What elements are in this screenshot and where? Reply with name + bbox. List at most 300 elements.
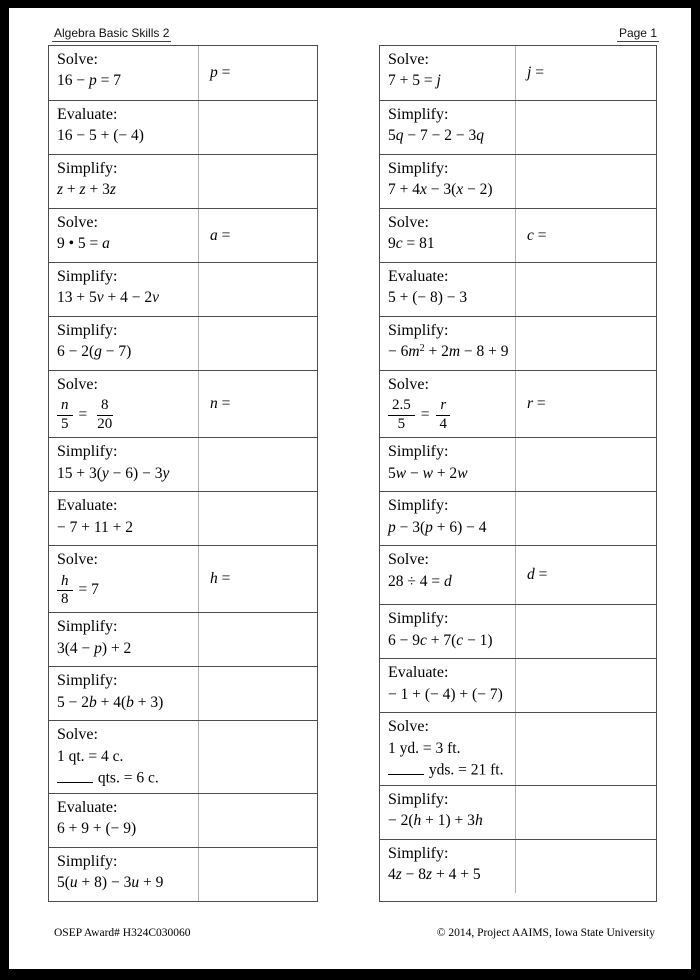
answer-cell: [515, 209, 656, 262]
variable: z: [395, 866, 402, 884]
problem-row: [49, 491, 317, 545]
problem-label: Simplify:: [388, 443, 449, 461]
worksheet-page: [9, 8, 691, 969]
answer-blank: [57, 767, 93, 783]
fraction-denominator: [57, 416, 73, 433]
problem-label: Solve:: [388, 376, 429, 393]
expression-line: [57, 126, 196, 146]
fraction-numerator: [57, 573, 73, 592]
variable: h: [413, 812, 422, 830]
problem-cell: [380, 438, 515, 491]
answer-variable: r: [527, 395, 534, 413]
expression-line: [57, 573, 196, 609]
problem-expression: [388, 518, 513, 538]
expression-text: yds. = 21 ft.: [425, 762, 504, 780]
variable: z: [109, 181, 116, 199]
expression-line: [388, 180, 513, 200]
fraction-denominator: [436, 416, 452, 433]
expression-text: 1 qt. = 4 c.: [57, 747, 124, 765]
answer-variable: d: [527, 566, 535, 584]
problem-row: [49, 720, 317, 793]
footer-copyright: © 2014, Project AAIMS, Iowa State University: [436, 927, 655, 940]
expression-line: [388, 572, 513, 592]
expression-line: [388, 464, 513, 484]
variable: q: [476, 127, 484, 145]
expression-text: − 3(: [395, 518, 426, 536]
problem-cell: [49, 155, 198, 208]
expression-text: 5 + (− 8) − 3: [388, 289, 468, 307]
problem-expression: [388, 739, 513, 781]
problem-expression: [57, 342, 196, 362]
problem-cell: [380, 209, 515, 262]
variable: w: [395, 464, 407, 482]
variable: w: [457, 464, 468, 482]
problem-cell: [380, 605, 515, 658]
answer-cell: [198, 613, 317, 666]
expression-line: [57, 288, 196, 308]
answer-label: j =: [527, 64, 544, 81]
expression-line: [57, 518, 196, 538]
variable: b: [126, 693, 134, 711]
problem-row: [49, 316, 317, 370]
expression-text: + 1) + 3: [421, 812, 475, 830]
page-header: [48, 27, 659, 42]
variable: p: [388, 518, 396, 536]
variable: z: [79, 181, 86, 199]
page-footer: [54, 927, 655, 941]
problem-label: Evaluate:: [388, 268, 449, 285]
expression-text: 5: [397, 416, 406, 433]
problem-label: Simplify:: [388, 844, 449, 862]
footer-award-number: OSEP Award# H324C030060: [54, 927, 191, 940]
variable: v: [152, 289, 160, 307]
variable: u: [69, 874, 78, 892]
problem-row: [380, 208, 656, 262]
expression-line: [57, 342, 196, 362]
problem-expression: [57, 819, 196, 839]
expression-text: + 2: [432, 464, 458, 482]
problem-row: [49, 154, 317, 208]
variable: a: [102, 235, 110, 253]
expression-text: −: [406, 464, 423, 482]
problem-row: [380, 46, 656, 100]
problem-label: Simplify:: [57, 672, 118, 690]
problem-expression: [57, 639, 196, 659]
answer-cell: [515, 713, 656, 785]
fraction-numerator: [388, 397, 415, 416]
expression-text: − 3(: [426, 181, 457, 199]
expression-text: ) + 2: [101, 639, 132, 657]
problem-row: [380, 491, 656, 545]
variable: c: [420, 631, 427, 649]
expression-text: 6 − 2(: [57, 343, 95, 361]
variable: x: [456, 181, 464, 199]
problem-row: [380, 785, 656, 839]
answer-cell: [198, 46, 317, 100]
problem-row: [49, 370, 317, 437]
answer-label: r =: [527, 395, 546, 413]
problem-cell: [380, 101, 515, 154]
expression-text: 16 − 5 + (− 4): [57, 127, 144, 145]
problem-cell: [49, 667, 198, 720]
expression-line: [57, 747, 196, 767]
answer-cell: [198, 848, 317, 901]
problem-row: [49, 666, 317, 720]
problem-cell: [49, 546, 198, 612]
problem-cell: [380, 713, 515, 785]
problem-cell: [380, 263, 515, 316]
expression-line: [388, 865, 513, 885]
expression-line: [388, 739, 513, 759]
answer-cell: [515, 371, 656, 437]
expression-line: [388, 631, 513, 651]
answer-cell: [198, 492, 317, 545]
variable: m: [448, 343, 461, 361]
expression-text: qts. = 6 c.: [94, 770, 159, 788]
variable: p: [425, 518, 433, 536]
problem-expression: [388, 126, 513, 146]
problem-label: Solve:: [57, 376, 98, 393]
problem-cell: [380, 659, 515, 712]
problem-row: [49, 262, 317, 316]
fraction: [388, 397, 415, 433]
expression-text: 7 + 5 =: [388, 72, 437, 90]
expression-text: 28 ÷ 4 =: [388, 572, 444, 590]
problem-cell: [380, 492, 515, 545]
fraction-denominator: [57, 591, 73, 608]
problem-label: Simplify:: [57, 160, 118, 177]
expression-text: 8: [101, 397, 109, 414]
problem-row: [380, 154, 656, 208]
problem-cell: [49, 721, 198, 793]
problem-cell: [49, 101, 198, 154]
problem-label: Evaluate:: [57, 798, 118, 816]
expression-text: − 2): [463, 181, 493, 199]
variable: z: [426, 866, 433, 884]
variable: c: [395, 235, 403, 253]
problem-label: Solve:: [57, 214, 98, 231]
fraction-denominator: [394, 416, 410, 433]
expression-text: = 7: [78, 581, 99, 599]
problem-cell: [380, 371, 515, 437]
expression-text: − 8 + 9: [460, 343, 509, 361]
problem-expression: [57, 873, 196, 893]
answer-variable: n: [210, 395, 218, 413]
problem-row: [380, 604, 656, 658]
problem-expression: [57, 71, 196, 91]
problem-cell: [380, 786, 515, 839]
problem-row: [49, 437, 317, 491]
expression-text: +: [63, 181, 80, 199]
problem-cell: [49, 438, 198, 491]
answer-label: c =: [527, 226, 547, 244]
problem-row: [49, 612, 317, 666]
problem-expression: [57, 747, 196, 789]
answer-cell: [515, 155, 656, 208]
expression-text: 15 + 3(: [57, 464, 102, 482]
problem-cell: [49, 492, 198, 545]
answer-variable: j: [527, 64, 532, 81]
expression-line: [388, 234, 513, 254]
expression-line: [388, 126, 513, 146]
fraction: [93, 397, 116, 433]
problem-expression: [388, 865, 513, 885]
answer-cell: [198, 263, 317, 316]
problem-cell: [380, 46, 515, 100]
answer-cell: [198, 794, 317, 847]
problems-column-left: [48, 45, 318, 902]
variable: y: [101, 464, 109, 482]
expression-line: [388, 397, 513, 433]
problems-column-right: [379, 45, 657, 902]
problem-expression: [388, 71, 513, 91]
problem-row: [380, 839, 656, 893]
expression-line: [57, 180, 196, 200]
expression-text: 4: [439, 416, 447, 433]
variable: x: [420, 181, 427, 199]
answer-cell: [515, 438, 656, 491]
problem-cell: [49, 794, 198, 847]
expression-line: [57, 693, 196, 713]
problem-cell: [49, 371, 198, 437]
problem-row: [380, 316, 656, 370]
answer-cell: [515, 263, 656, 316]
problem-label: Simplify:: [388, 497, 449, 515]
problem-row: [380, 370, 656, 437]
problem-expression: [388, 685, 513, 705]
expression-text: − 7 + 11 + 2: [57, 518, 134, 536]
problem-label: Evaluate:: [57, 106, 118, 123]
variable: n: [61, 397, 69, 414]
expression-text: =: [420, 406, 430, 424]
variable: c: [456, 631, 464, 649]
expression-text: 9 • 5 =: [57, 235, 103, 253]
answer-cell: [515, 605, 656, 658]
problem-cell: [49, 263, 198, 316]
expression-text: + 4(: [96, 693, 127, 711]
problem-row: [380, 712, 656, 785]
problem-cell: [380, 155, 515, 208]
variable: y: [162, 464, 170, 482]
problem-expression: [388, 234, 513, 254]
problem-expression: [388, 342, 513, 362]
answer-label: a =: [210, 226, 231, 244]
problem-expression: [57, 518, 196, 538]
problem-label: Simplify:: [57, 852, 118, 870]
expression-line: [57, 234, 196, 254]
expression-text: 6 + 9 + (− 9): [57, 820, 137, 838]
variable: j: [436, 72, 441, 90]
problem-row: [380, 100, 656, 154]
answer-cell: [515, 546, 656, 604]
answer-label: p =: [210, 64, 231, 81]
problem-cell: [49, 46, 198, 100]
answer-cell: [198, 317, 317, 370]
expression-text: =: [78, 406, 88, 424]
expression-text: + 9: [139, 874, 164, 892]
expression-text: − 6) − 3: [108, 464, 163, 482]
problem-row: [49, 100, 317, 154]
expression-text: 5: [388, 464, 396, 482]
page-number: Page 1: [617, 27, 659, 42]
answer-variable: a: [210, 226, 218, 244]
expression-text: 5(: [57, 874, 70, 892]
problem-expression: [57, 126, 196, 146]
answer-cell: [198, 667, 317, 720]
variable: z: [57, 181, 64, 199]
answer-cell: [198, 101, 317, 154]
problem-label: Simplify:: [57, 268, 118, 285]
expression-text: − 7): [101, 343, 132, 361]
problem-label: Simplify:: [388, 790, 449, 808]
expression-text: 6 − 9: [388, 631, 420, 649]
variable: w: [422, 464, 433, 482]
answer-cell: [515, 659, 656, 712]
expression-line: [388, 518, 513, 538]
expression-line: [388, 288, 513, 308]
worksheet-title: Algebra Basic Skills 2: [52, 27, 171, 42]
expression-text: 5: [61, 416, 69, 433]
problem-label: Simplify:: [57, 443, 118, 461]
expression-text: + 4 − 2: [103, 289, 153, 307]
problems-container: [48, 45, 657, 902]
expression-line: [57, 464, 196, 484]
answer-variable: p: [210, 64, 218, 81]
problem-cell: [380, 840, 515, 893]
variable: p: [89, 72, 97, 90]
problem-row: [49, 793, 317, 847]
problem-row: [380, 437, 656, 491]
problem-cell: [49, 613, 198, 666]
expression-line: [388, 71, 513, 91]
expression-text: + 2: [424, 343, 449, 361]
problem-label: Simplify:: [388, 610, 449, 628]
problem-cell: [49, 848, 198, 901]
answer-cell: [515, 492, 656, 545]
expression-text: − 6: [388, 343, 409, 361]
expression-text: 2.5: [392, 397, 411, 414]
answer-cell: [198, 209, 317, 262]
problem-row: [380, 545, 656, 604]
problem-row: [49, 545, 317, 612]
answer-variable: h: [210, 570, 218, 588]
expression-text: 7 + 4: [388, 181, 420, 199]
problem-row: [380, 262, 656, 316]
expression-text: 2: [419, 343, 425, 355]
variable: u: [131, 874, 140, 892]
problem-row: [49, 847, 317, 901]
fraction: [436, 397, 452, 433]
problem-label: Solve:: [57, 551, 98, 569]
problem-label: Solve:: [57, 726, 98, 744]
problem-cell: [49, 209, 198, 262]
problem-label: Simplify:: [388, 160, 449, 177]
expression-text: + 4 + 5: [432, 866, 481, 884]
expression-text: − 7 − 2 − 3: [403, 127, 477, 145]
fraction-numerator: [57, 397, 73, 416]
variable: g: [94, 343, 102, 361]
expression-text: 5: [388, 127, 396, 145]
answer-label: d =: [527, 566, 548, 584]
expression-text: + 8) − 3: [77, 874, 132, 892]
problem-cell: [380, 546, 515, 604]
problem-expression: [57, 693, 196, 713]
answer-cell: [515, 46, 656, 100]
problem-expression: [388, 180, 513, 200]
problem-expression: [388, 811, 513, 831]
variable: v: [96, 289, 104, 307]
problem-row: [49, 46, 317, 100]
expression-text: 1 yd. = 3 ft.: [388, 739, 461, 757]
problem-label: Simplify:: [57, 618, 118, 636]
expression-text: 3(4 −: [57, 639, 95, 657]
problem-expression: [57, 573, 196, 609]
expression-text: = 7: [96, 72, 121, 90]
expression-text: − 1 + (− 4) + (− 7): [388, 685, 503, 703]
problem-label: Evaluate:: [57, 497, 118, 515]
problem-expression: [57, 180, 196, 200]
problem-expression: [57, 397, 196, 433]
answer-cell: [515, 317, 656, 370]
answer-cell: [198, 371, 317, 437]
variable: p: [94, 639, 102, 657]
answer-label: h =: [210, 570, 231, 588]
problem-row: [49, 208, 317, 262]
fraction: [57, 397, 73, 433]
answer-cell: [198, 546, 317, 612]
expression-line: [57, 819, 196, 839]
answer-cell: [198, 721, 317, 793]
expression-line: [57, 397, 196, 433]
expression-text: − 8: [401, 866, 427, 884]
expression-text: + 6) − 4: [432, 518, 487, 536]
expression-text: 20: [97, 416, 113, 433]
answer-blank: [388, 759, 424, 775]
expression-text: 9: [388, 235, 396, 253]
fraction-numerator: [436, 397, 450, 416]
expression-line: [388, 685, 513, 705]
expression-text: + 3: [85, 181, 110, 199]
expression-line: [57, 639, 196, 659]
problem-expression: [388, 288, 513, 308]
expression-line: [57, 767, 196, 789]
problem-expression: [388, 572, 513, 592]
fraction-numerator: [97, 397, 113, 416]
problem-label: Simplify:: [388, 322, 449, 339]
fraction: [57, 573, 73, 609]
problem-label: Solve:: [388, 551, 429, 569]
answer-cell: [515, 786, 656, 839]
problem-expression: [388, 397, 513, 433]
variable: r: [440, 397, 447, 414]
expression-line: [57, 71, 196, 91]
answer-variable: c: [527, 226, 534, 244]
answer-cell: [515, 840, 656, 893]
problem-row: [380, 658, 656, 712]
expression-text: − 2(: [388, 812, 414, 830]
problem-expression: [57, 234, 196, 254]
expression-line: [57, 873, 196, 893]
problem-expression: [388, 631, 513, 651]
problem-label: Solve:: [388, 51, 429, 68]
expression-text: 13 + 5: [57, 289, 97, 307]
expression-text: 4: [388, 866, 396, 884]
answer-label: n =: [210, 395, 231, 413]
variable: h: [61, 572, 69, 589]
problem-label: Solve:: [388, 718, 429, 736]
variable: b: [89, 693, 97, 711]
variable: d: [444, 572, 452, 590]
